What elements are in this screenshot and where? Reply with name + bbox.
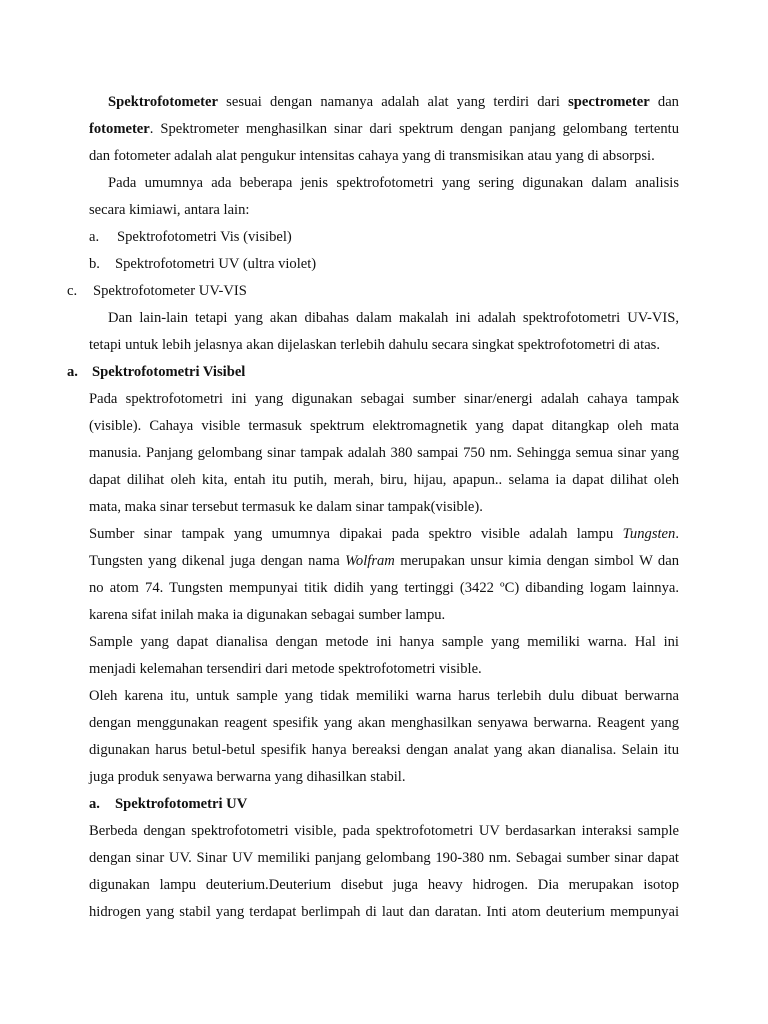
list-item-a bbox=[89, 227, 292, 247]
paragraph-4-line-5: mata, maka sinar tersebut termasuk ke dalam sinar tampak(visible). bbox=[89, 499, 483, 515]
list-item-text: Spektrofotometri Vis (visibel) bbox=[117, 229, 292, 245]
list-marker: c. bbox=[67, 283, 78, 299]
text-span: . bbox=[675, 526, 679, 542]
text-span: . Spektrometer menghasilkan sinar dari spektrum dengan panjang gelombang tertentu bbox=[149, 121, 679, 137]
term-tungsten: Tungsten bbox=[622, 526, 676, 542]
paragraph-5-line-1 bbox=[89, 524, 679, 544]
paragraph-5-line-2 bbox=[89, 551, 679, 571]
list-item-text: Spektrofotometri UV (ultra violet) bbox=[115, 256, 317, 272]
list-marker: b. bbox=[89, 256, 100, 272]
paragraph-5-line-4: karena sifat inilah maka ia digunakan sebagai sumber lampu. bbox=[89, 607, 446, 623]
term-spektrofotometer: Spektrofotometer bbox=[108, 94, 218, 110]
heading-text: Spektrofotometri Visibel bbox=[92, 364, 246, 380]
term-spectrometer: spectrometer bbox=[568, 94, 650, 110]
paragraph-5-line-3: no atom 74. Tungsten mempunyai titik didih yang tertinggi (3422 ºC) dibanding logam lainnya. bbox=[89, 580, 679, 596]
text-span: merupakan unsur kimia dengan simbol W dan bbox=[394, 553, 679, 569]
paragraph-1-line-3: dan fotometer adalah alat pengukur intensitas cahaya yang di transmisikan atau yang di absorpsi. bbox=[89, 148, 655, 164]
paragraph-1-line-1 bbox=[108, 92, 679, 112]
section-heading-visibel bbox=[67, 362, 245, 382]
paragraph-8-line-1: Berbeda dengan spektrofotometri visible, pada spektrofotometri UV berdasarkan interaksi sample bbox=[89, 823, 679, 839]
heading-text: Spektrofotometri UV bbox=[115, 796, 248, 812]
paragraph-4-line-1: Pada spektrofotometri ini yang digunakan sebagai sumber sinar/energi adalah cahaya tampak bbox=[89, 391, 679, 407]
paragraph-8-line-2: dengan sinar UV. Sinar UV memiliki panjang gelombang 190-380 nm. Sebagai sumber sinar dapat bbox=[89, 850, 679, 866]
paragraph-7-line-1: Oleh karena itu, untuk sample yang tidak memiliki warna harus terlebih dulu dibuat berwarna bbox=[89, 688, 679, 704]
list-item-c bbox=[67, 281, 247, 301]
paragraph-6-line-2: menjadi kelemahan tersendiri dari metode spektrofotometri visible. bbox=[89, 661, 482, 677]
paragraph-6-line-1: Sample yang dapat dianalisa dengan metode ini hanya sample yang memiliki warna. Hal ini bbox=[89, 634, 679, 650]
paragraph-3-line-1: Dan lain-lain tetapi yang akan dibahas dalam makalah ini adalah spektrofotometri UV-VIS, bbox=[108, 310, 679, 326]
paragraph-3-line-2: tetapi untuk lebih jelasnya akan dijelaskan terlebih dahulu secara singkat spektrofotometri di atas. bbox=[89, 337, 661, 353]
heading-marker: a. bbox=[89, 796, 100, 812]
paragraph-4-line-3: manusia. Panjang gelombang sinar tampak adalah 380 sampai 750 nm. Sehingga semua sinar yang bbox=[89, 445, 679, 461]
paragraph-8-line-3: digunakan lampu deuterium.Deuterium disebut juga heavy hidrogen. Dia merupakan isotop bbox=[89, 877, 679, 893]
paragraph-7-line-3: digunakan harus betul-betul spesifik hanya bereaksi dengan analat yang akan dianalisa. Selain itu bbox=[89, 742, 679, 758]
paragraph-8-line-4: hidrogen yang stabil yang terdapat berlimpah di laut dan daratan. Inti atom deuterium mempunyai bbox=[89, 904, 679, 920]
list-item-b bbox=[89, 254, 316, 274]
list-marker: a. bbox=[89, 229, 100, 245]
paragraph-4-line-4: dapat dilihat oleh kita, entah itu putih, merah, biru, hijau, apapun.. selama ia dapat dilihat oleh bbox=[89, 472, 679, 488]
paragraph-7-line-4: juga produk senyawa berwarna yang dihasilkan stabil. bbox=[89, 769, 406, 785]
paragraph-1-line-2 bbox=[89, 119, 679, 139]
text-span: Sumber sinar tampak yang umumnya dipakai pada spektro visible adalah lampu bbox=[89, 526, 623, 542]
text-span: Tungsten yang dikenal juga dengan nama bbox=[89, 553, 346, 569]
text-span: dan bbox=[649, 94, 679, 110]
paragraph-7-line-2: dengan menggunakan reagent spesifik yang akan menghasilkan senyawa berwarna. Reagent yang bbox=[89, 715, 679, 731]
paragraph-2-line-2: secara kimiawi, antara lain: bbox=[89, 202, 250, 218]
paragraph-4-line-2: (visible). Cahaya visible termasuk spektrum elektromagnetik yang dapat ditangkap oleh mata bbox=[89, 418, 679, 434]
list-item-text: Spektrofotometer UV-VIS bbox=[93, 283, 247, 299]
term-fotometer: fotometer bbox=[89, 121, 150, 137]
paragraph-2-line-1: Pada umumnya ada beberapa jenis spektrofotometri yang sering digunakan dalam analisis bbox=[108, 175, 679, 191]
section-heading-uv bbox=[89, 794, 247, 814]
term-wolfram: Wolfram bbox=[345, 553, 395, 569]
heading-marker: a. bbox=[67, 364, 78, 380]
text-span: sesuai dengan namanya adalah alat yang terdiri dari bbox=[217, 94, 569, 110]
